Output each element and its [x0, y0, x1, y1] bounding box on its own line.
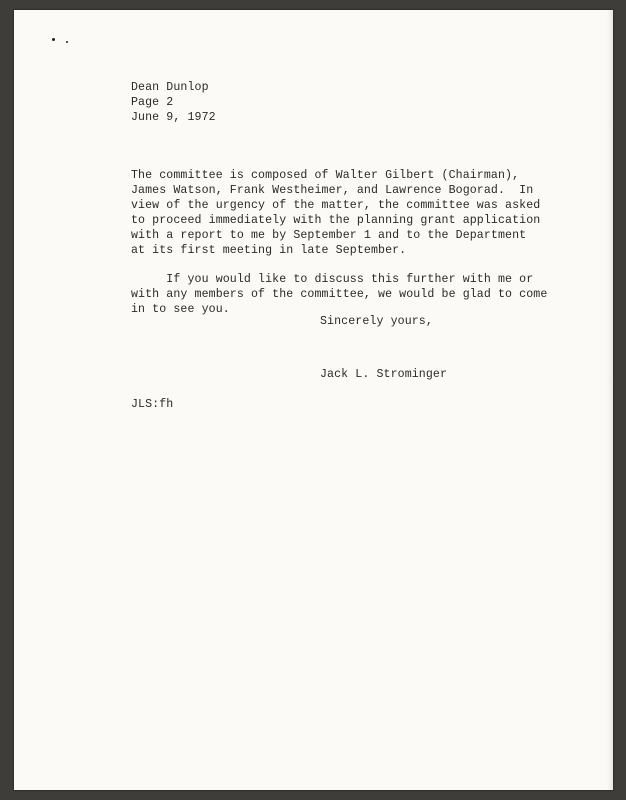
paragraph-line: with a report to me by September 1 and to the Department — [131, 229, 527, 242]
recipient-name: Dean Dunlop — [131, 81, 209, 94]
paragraph-line: with any members of the committee, we would be glad to come — [131, 288, 548, 301]
body-paragraph-2 — [131, 272, 611, 317]
ink-speck — [52, 38, 55, 41]
letter-header — [131, 80, 216, 125]
signature-name: Jack L. Strominger — [320, 368, 448, 381]
paragraph-line: The committee is composed of Walter Gilbert (Chairman), — [131, 169, 520, 182]
letter-page — [14, 10, 613, 790]
body-paragraph-1 — [131, 168, 611, 258]
reference-initials: JLS:fh — [131, 398, 174, 411]
letter-date: June 9, 1972 — [131, 111, 216, 124]
ink-speck — [66, 41, 68, 43]
page-edge-shadow — [607, 10, 613, 790]
paragraph-line: in to see you. — [131, 303, 230, 316]
paragraph-line: If you would like to discuss this further with me or — [131, 273, 534, 286]
paragraph-line: at its first meeting in late September. — [131, 244, 407, 257]
paragraph-line: to proceed immediately with the planning grant application — [131, 214, 541, 227]
paragraph-line: view of the urgency of the matter, the committee was asked — [131, 199, 541, 212]
complimentary-closing: Sincerely yours, — [320, 315, 433, 328]
paragraph-line: James Watson, Frank Westheimer, and Lawrence Bogorad. In — [131, 184, 534, 197]
page-number: Page 2 — [131, 96, 174, 109]
